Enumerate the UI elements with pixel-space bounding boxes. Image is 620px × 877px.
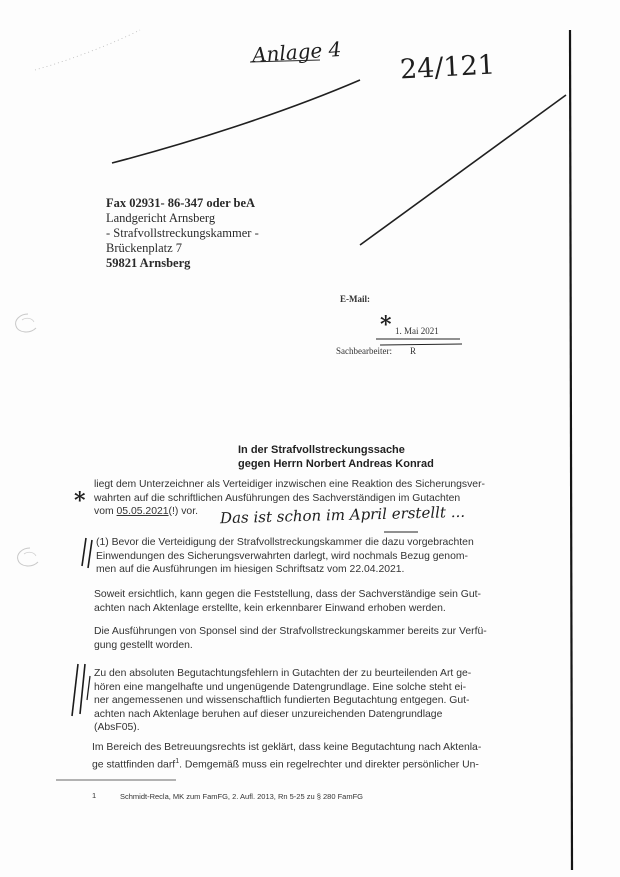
recipient-court: Landgericht Arnsberg [106, 211, 216, 225]
handwritten-docnum: 24/121 [399, 49, 496, 86]
paragraph-2-line-1: (1) Bevor die Verteidigung der Strafvollstreckungskammer die dazu vorgebrachten [96, 537, 474, 548]
pen-diagonal-right [360, 95, 566, 245]
paragraph-6-line-2 [92, 755, 481, 772]
date-suffix: (!) vor. [168, 506, 198, 518]
paragraph-5 [94, 667, 471, 735]
date-underline-2 [380, 344, 462, 345]
margin-bar-p2-b [88, 540, 92, 568]
paragraph-5-line-4: achten nach Aktenlage beruhen auf dieser unzureichenden Datengrundlage [94, 708, 443, 720]
paragraph-3-line-1: Soweit ersichtlich, kann gegen die Feststellung, dass der Sachverständige sein Gut- [94, 589, 481, 600]
fax-line: Fax 02931- 86-347 oder beA [106, 196, 256, 210]
paragraph-6-text-a: ge stattfinden darf [92, 759, 176, 771]
paragraph-3 [94, 588, 481, 615]
scan-speck-line [35, 30, 140, 70]
paragraph-5-line-5: (AbsF05). [94, 722, 140, 734]
paragraph-2 [96, 536, 474, 577]
paragraph-2-line-2: Einwendungen des Sicherungsverwahrten darlegt, wird nochmals Bezug genom- [96, 550, 468, 562]
paragraph-5-line-2: hören eine mangelhafte und ungenügende Datengrundlage. Eine solche steht ei- [94, 681, 467, 693]
handwritten-margin-note: Das ist schon im April erstellt ... [219, 502, 466, 528]
right-margin-line [570, 30, 572, 870]
margin-bar-p2-a [82, 538, 86, 566]
handwritten-star-date: * [380, 312, 392, 338]
margin-bar-p5-a [72, 664, 78, 716]
paragraph-4-line-2: gung gestellt worden. [94, 639, 193, 651]
date-prefix: vom [94, 506, 117, 518]
letter-date: 1. Mai 2021 [395, 326, 439, 336]
handwritten-star-paragraph: * [74, 488, 86, 514]
paragraph-1-line-1: liegt dem Unterzeichner als Verteidiger inzwischen eine Reaktion des Sicherungsver- [94, 479, 486, 490]
paragraph-3-line-2: achten nach Aktenlage erstellte, kein erkennbarer Einwand erhoben werden. [94, 602, 446, 614]
footnote-ref: 1 [175, 757, 180, 765]
clerk-value: R [410, 346, 417, 356]
recipient-street: Brückenplatz 7 [106, 241, 183, 255]
email-label: E-Mail: [340, 294, 370, 304]
margin-bar-p5-b [80, 664, 85, 714]
underlined-date: 05.05.2021 [116, 506, 169, 518]
footnote-number: 1 [92, 791, 97, 800]
paragraph-5-line-1: Zu den absoluten Begutachtungsfehlern in Gutachten der zu beurteilenden Art ge- [94, 668, 472, 679]
case-heading-line2: gegen Herrn Norbert Andreas Konrad [238, 458, 434, 470]
paragraph-4 [94, 625, 487, 652]
clerk-label: Sachbearbeiter: [336, 346, 392, 356]
pen-curve-top [112, 80, 360, 163]
paragraph-6-text-b: . Demgemäß muss ein regelrechter und direkter persönlicher Un- [179, 759, 479, 771]
paragraph-6-line-1: Im Bereich des Betreuungsrechts ist geklärt, dass keine Begutachtung nach Aktenla- [92, 742, 482, 753]
case-heading-line1: In der Strafvollstreckungssache [238, 444, 405, 456]
margin-bar-p5-c [87, 676, 90, 700]
paragraph-4-line-1: Die Ausführungen von Sponsel sind der Strafvollstreckungskammer bereits zur Verfü- [94, 626, 487, 637]
paragraph-1-line-2: wahrten auf die schriftlichen Ausführungen des Sachverständigen im Gutachten [94, 492, 461, 504]
paragraph-5-line-3: ner angemessenen und wissenschaftlich fundierten Begutachtung entgegen. Gut- [94, 695, 470, 707]
punch-hole-bottom [18, 548, 38, 566]
handwritten-annex: Anlage 4 [251, 36, 343, 68]
recipient-city: 59821 Arnsberg [106, 256, 191, 270]
punch-hole-top [16, 314, 36, 332]
paragraph-2-line-3: men auf die Ausführungen im hiesigen Schriftsatz vom 22.04.2021. [96, 564, 405, 576]
recipient-chamber: - Strafvollstreckungskammer - [106, 226, 259, 240]
paragraph-6 [92, 741, 481, 772]
footnote-text: Schmidt-Recla, MK zum FamFG, 2. Aufl. 2013, Rn 5-25 zu § 280 FamFG [120, 792, 364, 801]
